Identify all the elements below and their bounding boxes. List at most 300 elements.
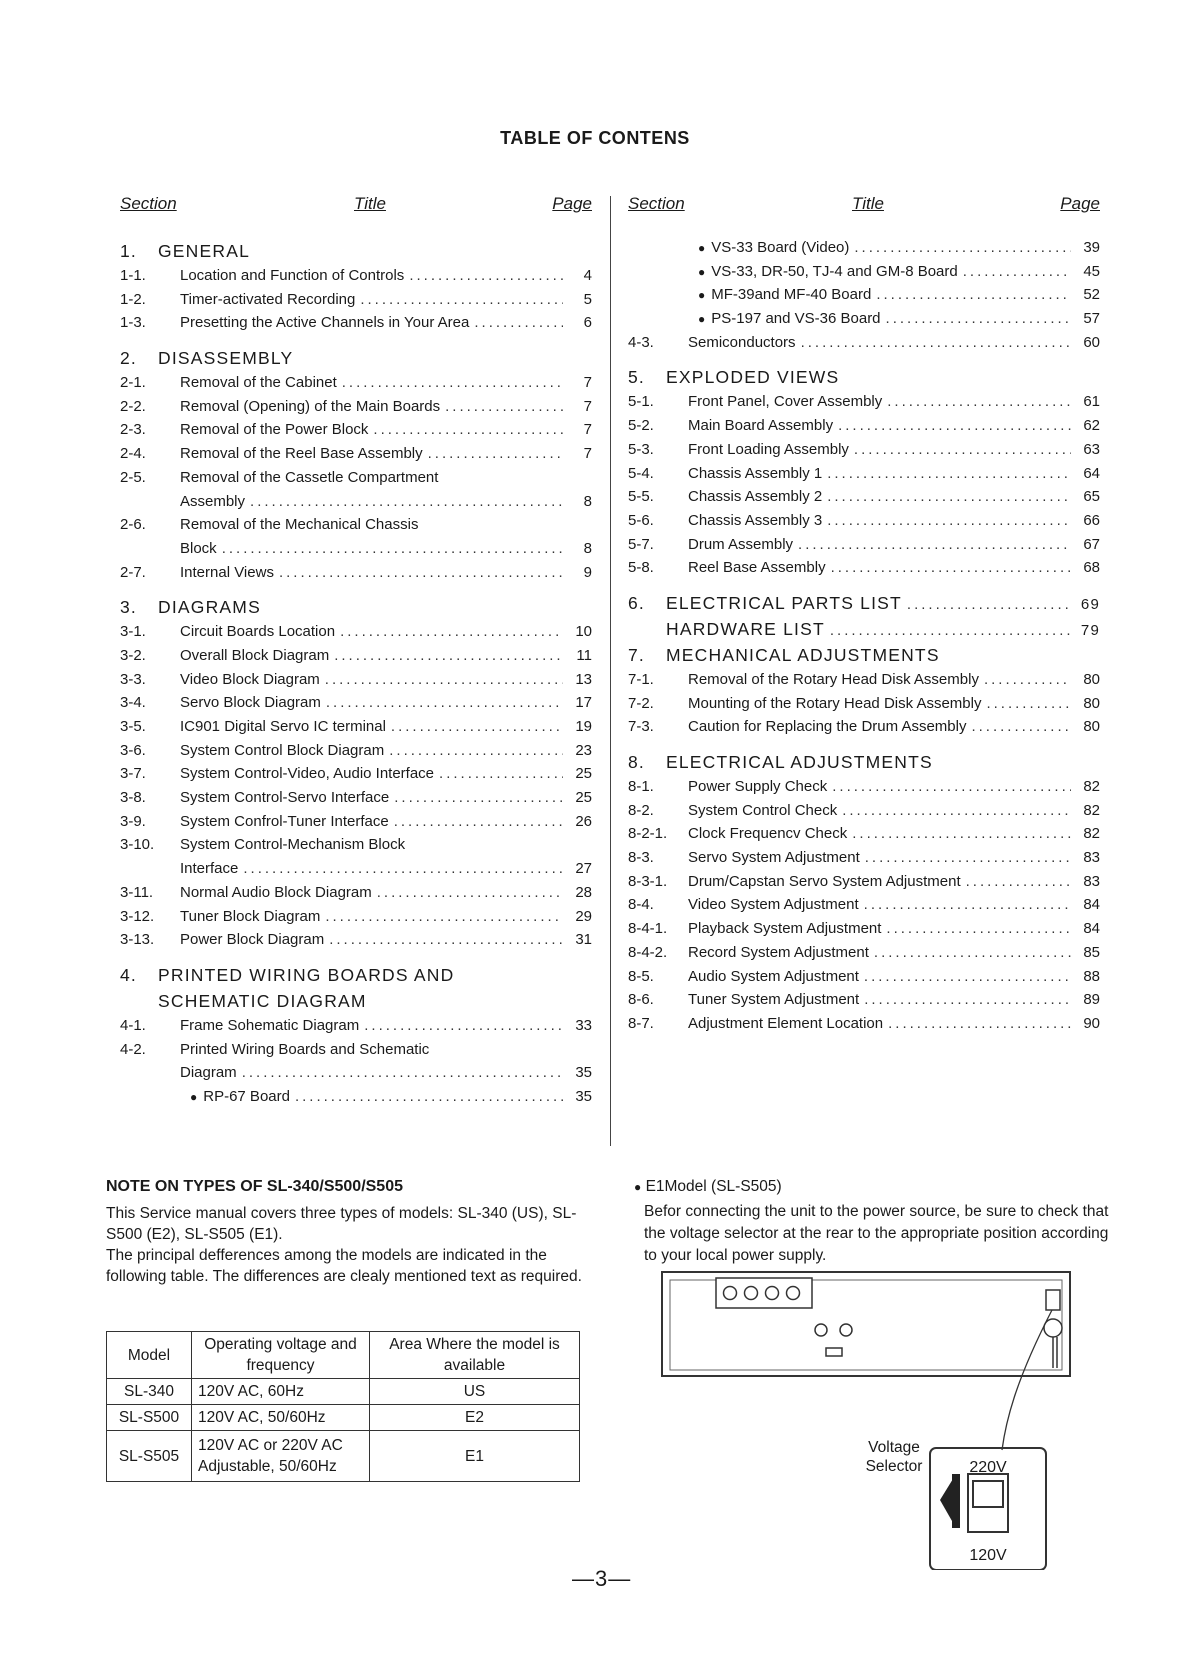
section-title: PRINTED WIRING BOARDS AND: [158, 964, 455, 985]
item-title: System Control Block Diagram: [180, 741, 385, 759]
column-divider: [610, 196, 611, 1146]
page-number-cell: 45: [1083, 262, 1100, 280]
page-number-cell: 84: [1083, 896, 1100, 914]
section-heading: [120, 988, 592, 1014]
item-number: 5-1.: [628, 393, 654, 411]
item-number: 3-6.: [120, 741, 146, 759]
page-number-cell: 35: [575, 1064, 592, 1082]
item-title: Printed Wiring Boards and Schematic: [180, 1040, 430, 1058]
page-number-cell: 27: [575, 860, 592, 878]
dot-leader: [243, 857, 563, 881]
list-item: [628, 236, 1100, 260]
cell-model: SL-340: [107, 1379, 192, 1405]
list-item: [628, 941, 1100, 965]
list-item: [120, 786, 592, 810]
page-number-cell: 83: [1083, 872, 1100, 890]
section-number: 6.: [628, 592, 645, 613]
page-number-cell: 7: [583, 421, 592, 439]
item-title: IC901 Digital Servo IC terminal: [180, 718, 386, 735]
page-number: —3—: [572, 1566, 632, 1591]
rear-panel-illustration: [636, 1270, 1106, 1570]
item-title: VS-33 Board (Video): [711, 239, 850, 256]
dot-leader: [852, 822, 1071, 846]
dot-leader: [830, 618, 1071, 644]
section-title: DIAGRAMS: [158, 597, 261, 618]
page-number-cell: 63: [1083, 440, 1100, 458]
dot-leader: [325, 905, 563, 929]
dot-leader: [971, 715, 1071, 739]
page-number-cell: 6: [583, 314, 592, 332]
section-title: DISASSEMBLY: [158, 348, 294, 369]
item-number: 7-1.: [628, 670, 654, 688]
dot-leader: [394, 786, 563, 810]
dot-leader: [984, 668, 1071, 692]
page-number-cell: 23: [575, 741, 592, 759]
page-number-cell: 25: [575, 789, 592, 807]
toc-left-column: [120, 190, 592, 1109]
item-number: 8-4-2.: [628, 943, 668, 961]
page-number-cell: 83: [1083, 849, 1100, 867]
column-headers: [120, 190, 592, 228]
list-item: [628, 715, 1100, 739]
item-title: Front Loading Assembly: [688, 440, 849, 458]
dot-leader: [295, 1085, 563, 1109]
dot-leader: [854, 438, 1071, 462]
page-number-cell: 19: [575, 718, 592, 735]
item-number: 8-6.: [628, 991, 654, 1009]
item-title: Presetting the Active Channels in Your Area: [180, 314, 470, 332]
list-item: [628, 965, 1100, 989]
item-number: 8-1.: [628, 778, 654, 795]
item-number: 8-7.: [628, 1014, 654, 1032]
item-title: Interface: [180, 860, 239, 878]
list-item: [120, 668, 592, 692]
item-title: Power Supply Check: [688, 778, 828, 795]
page-number-cell: 26: [575, 812, 592, 830]
item-title: MF-39and MF-40 Board: [711, 286, 872, 304]
models-table: [106, 1331, 580, 1482]
item-title: Timer-activated Recording: [180, 290, 356, 308]
item-title: Removal of the Cabinet: [180, 374, 337, 392]
item-number: 8-4.: [628, 896, 654, 914]
page-header: Page: [552, 194, 592, 213]
list-item: [628, 485, 1100, 509]
page-number-cell: 85: [1083, 943, 1100, 961]
note-paragraph-1: This Service manual covers three types of models: SL-340 (US), SL-S500 (E2), SL-S505 (E1).: [106, 1205, 577, 1243]
item-title: Semiconductors: [688, 333, 796, 351]
list-item: [628, 870, 1100, 894]
list-item: [628, 775, 1100, 799]
item-title: Internal Views: [180, 563, 274, 581]
section-heading: [120, 345, 592, 371]
item-title: Drum/Capstan Servo System Adjustment: [688, 872, 961, 890]
item-title: System Control Check: [688, 801, 838, 819]
list-item: [120, 928, 592, 952]
list-item: [628, 533, 1100, 557]
section-number: 7.: [628, 644, 645, 665]
page-number-cell: 52: [1083, 286, 1100, 304]
item-number: 5-3.: [628, 440, 654, 458]
item-title: Normal Audio Block Diagram: [180, 883, 372, 901]
page-number-cell: 33: [575, 1016, 592, 1034]
item-title: Tuner Block Diagram: [180, 907, 321, 925]
dot-leader: [334, 644, 563, 668]
item-number: 2-1.: [120, 374, 146, 392]
item-number: 4-2.: [120, 1040, 146, 1058]
list-item: [120, 561, 592, 585]
label-120v: 120V: [969, 1547, 1007, 1564]
page-number-cell: 29: [575, 907, 592, 925]
dot-leader: [827, 485, 1071, 509]
item-title: Power Block Diagram: [180, 931, 325, 949]
dot-leader: [373, 418, 563, 442]
page-number-cell: 80: [1083, 694, 1100, 712]
item-title: Removal of the Reel Base Assembly: [180, 445, 423, 463]
page-number-cell: 31: [575, 931, 592, 949]
dot-leader: [326, 691, 563, 715]
list-item: [628, 1012, 1100, 1036]
item-title: PS-197 and VS-36 Board: [711, 310, 881, 328]
item-number: 8-5.: [628, 967, 654, 985]
header-voltage: Operating voltage and frequency: [192, 1332, 370, 1379]
section-heading: [120, 238, 592, 264]
dot-leader: [864, 893, 1071, 917]
list-item: [628, 331, 1100, 355]
dot-leader: [874, 941, 1071, 965]
page-number-cell: 8: [583, 492, 592, 510]
page-title: TABLE OF CONTENS: [500, 128, 690, 148]
note-title: NOTE ON TYPES OF SL-340/S500/S505: [106, 1178, 403, 1195]
cell-voltage: 120V AC, 60Hz: [192, 1379, 370, 1405]
item-number: 3-4.: [120, 694, 146, 712]
item-title: Servo System Adjustment: [688, 849, 860, 867]
item-number: 2-4.: [120, 445, 146, 463]
page-number-cell: 39: [1083, 239, 1100, 256]
item-title: Removal of the Cassetle Compartment: [180, 468, 439, 486]
section-number: 5.: [628, 367, 645, 388]
page-number-cell: 66: [1083, 511, 1100, 529]
list-item: [120, 1038, 592, 1062]
page-number-cell: 79: [1080, 621, 1100, 639]
page-number-cell: 13: [575, 670, 592, 688]
dot-leader: [876, 283, 1071, 307]
item-title: Removal (Opening) of the Main Boards: [180, 397, 441, 415]
list-item: [120, 442, 592, 466]
header-area: Area Where the model is available: [370, 1332, 580, 1379]
spacer: [628, 228, 1100, 236]
label-220v: 220V: [969, 1459, 1007, 1476]
item-title: Adjustment Element Location: [688, 1014, 884, 1032]
bullet-icon: ●: [698, 264, 706, 279]
page-number-cell: 62: [1083, 417, 1100, 435]
page-number-cell: 61: [1083, 393, 1100, 411]
dot-leader: [986, 692, 1071, 716]
cell-area: US: [370, 1379, 580, 1405]
list-item: [120, 466, 592, 490]
item-title: Location and Function of Controls: [180, 267, 405, 284]
cell-area: E2: [370, 1405, 580, 1431]
section-header: Section: [628, 194, 685, 213]
item-title: Video Block Diagram: [180, 670, 320, 688]
dot-leader: [886, 917, 1071, 941]
list-item: [120, 762, 592, 786]
selector-switch-small: [1046, 1290, 1060, 1310]
item-number: 7-2.: [628, 694, 654, 712]
item-title: Frame Sohematic Diagram: [180, 1016, 360, 1034]
item-number: 3-5.: [120, 718, 146, 735]
item-number: 3-1.: [120, 623, 146, 641]
section-heading: [120, 594, 592, 620]
list-item: [120, 537, 592, 561]
bullet-icon: ●: [634, 1180, 642, 1194]
dot-leader: [963, 260, 1071, 284]
dot-leader: [838, 414, 1071, 438]
section-title: GENERAL: [158, 241, 251, 261]
dot-leader: [864, 965, 1071, 989]
table-row: [107, 1379, 580, 1405]
item-number: 4-3.: [628, 333, 654, 351]
item-title: Tuner System Adjustment: [688, 991, 860, 1009]
section-number: 4.: [120, 964, 137, 985]
page-number-cell: 9: [583, 563, 592, 581]
dot-leader: [474, 311, 563, 335]
page-number-cell: 82: [1083, 801, 1100, 819]
title-header: Title: [852, 194, 884, 213]
dot-leader: [377, 881, 563, 905]
item-title: System Control-Video, Audio Interface: [180, 765, 435, 783]
item-number: 8-2.: [628, 801, 654, 819]
list-item: [120, 288, 592, 312]
dot-leader: [409, 264, 563, 288]
dot-leader: [250, 490, 563, 514]
note-paragraph-2: The principal defferences among the models are indicated in the following table. The differences are clealy mentioned text as required.: [106, 1247, 582, 1285]
item-number: 1-1.: [120, 267, 146, 284]
section-title: EXPLODED VIEWS: [666, 367, 840, 388]
page-number-cell: 7: [583, 397, 592, 415]
item-number: 3-13.: [120, 931, 155, 949]
item-title: Audio System Adjustment: [688, 967, 859, 985]
section-heading: [628, 642, 1100, 668]
list-item: [628, 390, 1100, 414]
list-item: [120, 264, 592, 288]
dot-leader: [364, 1014, 563, 1038]
list-item: [628, 917, 1100, 941]
dot-leader: [907, 592, 1071, 618]
page-header: Page: [1060, 194, 1100, 213]
section-heading: [628, 749, 1100, 775]
item-number: 8-3-1.: [628, 872, 668, 890]
item-number: 3-3.: [120, 670, 146, 688]
item-title: System Confrol-Tuner Interface: [180, 812, 389, 830]
item-title: Servo Block Diagram: [180, 694, 321, 712]
item-title: Clock Frequencv Check: [688, 825, 848, 843]
item-number: 3-9.: [120, 812, 146, 830]
header-model: Model: [107, 1332, 192, 1379]
note-text: [106, 1203, 586, 1287]
page-number-cell: 7: [583, 445, 592, 463]
dot-leader: [854, 236, 1071, 260]
dot-leader: [242, 1061, 563, 1085]
dot-leader: [439, 762, 563, 786]
bullet-icon: ●: [698, 312, 706, 327]
e1-model-text: Befor connecting the unit to the power source, be sure to check that the voltage selector at the rear to the appropriate position according to your local power supply.: [644, 1203, 1109, 1264]
page-number-cell: 84: [1083, 920, 1100, 938]
item-title: Video System Adjustment: [688, 896, 859, 914]
item-title: Chassis Assembly 3: [688, 511, 823, 529]
table-header-row: [107, 1332, 580, 1379]
dot-leader: [831, 556, 1071, 580]
cell-model: SL-S500: [107, 1405, 192, 1431]
dot-leader: [360, 288, 563, 312]
item-number: 3-10.: [120, 836, 155, 854]
dot-leader: [798, 533, 1071, 557]
item-title: Reel Base Assembly: [688, 559, 826, 577]
list-item: [120, 490, 592, 514]
page-number-cell: 65: [1083, 488, 1100, 506]
dot-leader: [827, 509, 1071, 533]
section-number: 1.: [120, 241, 137, 261]
page-number-cell: 57: [1083, 310, 1100, 328]
dot-leader: [325, 668, 563, 692]
list-item: [628, 556, 1100, 580]
dot-leader: [222, 537, 563, 561]
page-number-cell: 4: [583, 267, 592, 284]
item-number: 8-2-1.: [628, 825, 668, 843]
page-number-cell: 60: [1083, 333, 1100, 351]
list-item: [628, 414, 1100, 438]
item-title: Caution for Replacing the Drum Assembly: [688, 718, 967, 736]
page-number-cell: 80: [1083, 670, 1100, 688]
page-number-cell: 25: [575, 765, 592, 783]
dot-leader: [342, 371, 563, 395]
section-number: 2.: [120, 348, 137, 369]
dot-leader: [340, 620, 563, 644]
dot-leader: [279, 561, 563, 585]
item-number: 4-1.: [120, 1016, 146, 1034]
item-title: Removal of the Power Block: [180, 421, 369, 439]
dot-leader: [886, 307, 1071, 331]
section-title: SCHEMATIC DIAGRAM: [158, 990, 367, 1011]
item-number: 5-4.: [628, 464, 654, 482]
list-item: [120, 311, 592, 335]
column-headers: [628, 190, 1100, 228]
jack-panel: [716, 1278, 812, 1308]
list-item: [120, 857, 592, 881]
cell-area: E1: [370, 1431, 580, 1482]
list-item: [628, 668, 1100, 692]
list-item: [120, 739, 592, 763]
page-number-cell: 82: [1083, 825, 1100, 843]
item-number: 2-3.: [120, 421, 146, 439]
item-number: 5-5.: [628, 488, 654, 506]
item-number: 3-11.: [120, 883, 154, 901]
dot-leader: [428, 442, 563, 466]
page-number-cell: 68: [1083, 559, 1100, 577]
cell-voltage: 120V AC or 220V AC Adjustable, 50/60Hz: [192, 1431, 370, 1482]
dot-leader: [966, 870, 1071, 894]
list-item: [120, 418, 592, 442]
list-item: [120, 1014, 592, 1038]
section-title: ELECTRICAL PARTS LIST: [666, 592, 902, 613]
list-item: [120, 395, 592, 419]
item-title: Mounting of the Rotary Head Disk Assembly: [688, 694, 982, 712]
list-item: [120, 881, 592, 905]
item-number: 3-8.: [120, 789, 146, 807]
list-item: [120, 715, 592, 739]
dot-leader: [842, 799, 1071, 823]
list-item: [120, 691, 592, 715]
item-number: 8-4-1.: [628, 920, 668, 938]
item-title: System Control-Mechanism Block: [180, 836, 406, 854]
section-header: Section: [120, 194, 177, 213]
item-title: Main Board Assembly: [688, 417, 834, 435]
list-item: [120, 644, 592, 668]
dot-leader: [801, 331, 1071, 355]
item-title: Front Panel, Cover Assembly: [688, 393, 883, 411]
item-title: Removal of the Rotary Head Disk Assembly: [688, 670, 979, 688]
section-title: ELECTRICAL ADJUSTMENTS: [666, 752, 933, 772]
item-number: 3-7.: [120, 765, 146, 783]
page-number-cell: 10: [575, 623, 592, 641]
dot-leader: [391, 715, 563, 739]
list-item: [120, 1061, 592, 1085]
label-voltage: Voltage: [868, 1439, 920, 1456]
cell-voltage: 120V AC, 50/60Hz: [192, 1405, 370, 1431]
page-number-cell: 5: [583, 290, 592, 308]
item-title: System Control-Servo Interface: [180, 789, 390, 807]
list-item: [628, 260, 1100, 284]
dot-leader: [389, 739, 563, 763]
dot-leader: [865, 846, 1071, 870]
item-title: Assembly: [180, 492, 246, 510]
list-item: [628, 509, 1100, 533]
item-title: Chassis Assembly 2: [688, 488, 823, 506]
page-number-cell: 67: [1083, 535, 1100, 553]
item-number: 1-3.: [120, 314, 146, 332]
item-number: 5-2.: [628, 417, 654, 435]
section-title: MECHANICAL ADJUSTMENTS: [666, 644, 940, 665]
page-number-cell: 88: [1083, 967, 1100, 985]
toc-entries: [628, 228, 1100, 1036]
section-heading: [628, 364, 1100, 390]
list-item: [120, 905, 592, 929]
list-item: [628, 822, 1100, 846]
item-title: Playback System Adjustment: [688, 920, 882, 938]
list-item: [628, 988, 1100, 1012]
list-item: [628, 799, 1100, 823]
list-item: [628, 846, 1100, 870]
title-header: Title: [354, 194, 386, 213]
section-heading: [120, 962, 592, 988]
item-number: 3-2.: [120, 646, 146, 664]
item-number: 5-7.: [628, 535, 654, 553]
item-number: 7-3.: [628, 718, 654, 736]
toc-entries: [120, 238, 592, 1109]
item-title: Chassis Assembly 1: [688, 464, 823, 482]
bullet-icon: ●: [698, 241, 706, 255]
list-item: [628, 692, 1100, 716]
item-number: 2-6.: [120, 516, 146, 534]
e1-title-text: E1Model (SL-S505): [645, 1178, 782, 1195]
page-number-cell: 64: [1083, 464, 1100, 482]
table-row: [107, 1431, 580, 1482]
list-item: [628, 462, 1100, 486]
list-item: [628, 893, 1100, 917]
item-title: Overall Block Diagram: [180, 646, 330, 664]
item-number: 1-2.: [120, 290, 146, 308]
page-number-cell: 82: [1083, 778, 1100, 795]
dot-leader: [445, 395, 563, 419]
